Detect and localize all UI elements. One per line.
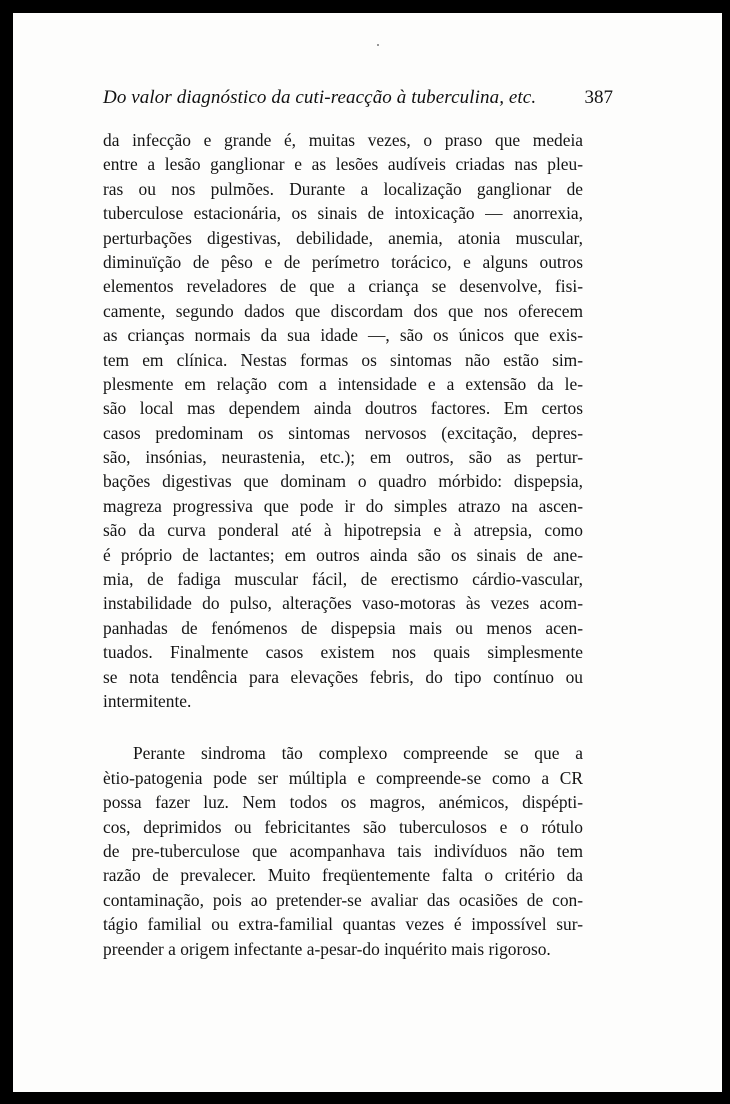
text-line: tuados. Finalmente casos existem nos quais simplesmente bbox=[103, 642, 583, 663]
running-head bbox=[103, 87, 613, 117]
text-line: contaminação, pois ao pretender-se avaliar das ocasiões de con- bbox=[103, 889, 583, 910]
ink-speck bbox=[377, 44, 379, 46]
text-line: é próprio de lactantes; em outros ainda são os sinais de ane- bbox=[103, 544, 583, 565]
paragraph-2 bbox=[103, 741, 583, 961]
text-line: ètio-patogenia pode ser múltipla e compreende-se como a CR bbox=[103, 767, 583, 788]
text-line: são, insónias, neurastenia, etc.); em outros, são as pertur- bbox=[103, 447, 583, 468]
text-line: tuberculose estacionária, os sinais de intoxicação — anorrexia, bbox=[103, 203, 583, 224]
text-line: cos, deprimidos ou febricitantes são tuberculosos e o rótulo bbox=[103, 816, 583, 837]
text-line: preender a origem infectante a-pesar-do inquérito mais rigoroso. bbox=[103, 938, 551, 959]
text-line: entre a lesão ganglionar e as lesões audíveis criadas nas pleu- bbox=[103, 154, 583, 175]
text-line: tem em clínica. Nestas formas os sintomas não estão sim- bbox=[103, 349, 583, 370]
text-line: intermitente. bbox=[103, 690, 192, 711]
text-line: bações digestivas que dominam o quadro mórbido: dispepsia, bbox=[103, 471, 583, 492]
text-line: são local mas dependem ainda doutros factores. Em certos bbox=[103, 398, 583, 419]
text-line: Perante sindroma tão complexo compreende se que a bbox=[133, 743, 583, 764]
text-line: instabilidade do pulso, alterações vaso-motoras às vezes acom- bbox=[103, 593, 583, 614]
body-text bbox=[103, 128, 583, 961]
paragraph-1 bbox=[103, 128, 583, 713]
text-line: tágio familial ou extra-familial quantas vezes é impossível sur- bbox=[103, 914, 583, 935]
text-line: da infecção e grande é, muitas vezes, o praso que medeia bbox=[103, 130, 583, 150]
text-line: camente, segundo dados que discordam dos que nos oferecem bbox=[103, 300, 583, 321]
text-line: razão de prevalecer. Muito freqüentemente falta o critério da bbox=[103, 865, 583, 886]
text-line: magreza progressiva que pode ir do simples atrazo na ascen- bbox=[103, 495, 583, 516]
text-line: mia, de fadiga muscular fácil, de erectismo cárdio-vascular, bbox=[103, 569, 583, 590]
text-line: se nota tendência para elevações febris, do tipo contínuo ou bbox=[103, 666, 583, 687]
book-page bbox=[13, 13, 722, 1092]
text-line: panhadas de fenómenos de dispepsia mais ou menos acen- bbox=[103, 617, 583, 638]
text-line: ras ou nos pulmões. Durante a localização ganglionar de bbox=[103, 178, 583, 199]
text-line: possa fazer luz. Nem todos os magros, anémicos, dispépti- bbox=[103, 792, 583, 813]
page-number: 387 bbox=[584, 87, 613, 108]
text-line: de pre-tuberculose que acompanhava tais indivíduos não tem bbox=[103, 840, 583, 861]
text-line: diminuïção de pêso e de perímetro torácico, e alguns outros bbox=[103, 251, 583, 272]
text-line: plesmente em relação com a intensidade e a extensão da le- bbox=[103, 373, 583, 394]
text-line: casos predominam os sintomas nervosos (excitação, depres- bbox=[103, 422, 583, 443]
text-line: elementos reveladores de que a criança se desenvolve, fisi- bbox=[103, 276, 583, 297]
text-line: perturbações digestivas, debilidade, anemia, atonia muscular, bbox=[103, 227, 583, 248]
running-title: Do valor diagnóstico da cuti-reacção à tuberculina, etc. bbox=[103, 87, 537, 108]
paragraph-gap bbox=[103, 713, 583, 741]
text-line: as crianças normais da sua idade —, são os únicos que exis- bbox=[103, 325, 583, 346]
text-line: são da curva ponderal até à hipotrepsia e à atrepsia, como bbox=[103, 520, 583, 541]
